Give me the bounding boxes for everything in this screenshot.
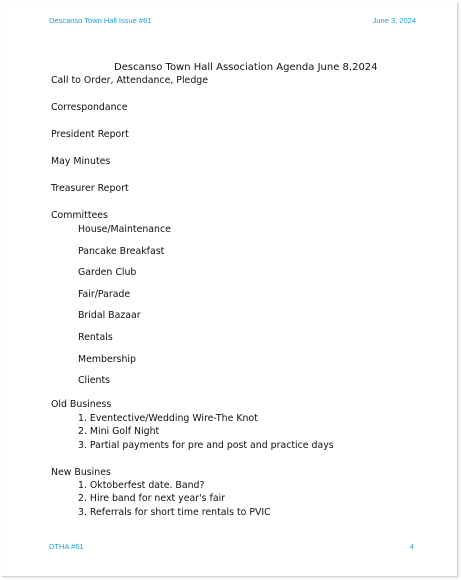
new-business-heading: New Busines xyxy=(51,467,111,478)
may-minutes: May Minutes xyxy=(51,156,111,167)
old-business-item: 1. Eventective/Wedding Wire-The Knot xyxy=(78,413,258,424)
header-date: June 3, 2024 xyxy=(372,16,416,25)
old-business-heading: Old Business xyxy=(51,399,112,410)
committees-heading: Committees xyxy=(51,210,108,221)
president-report: President Report xyxy=(51,129,129,140)
committee-item: Fair/Parade xyxy=(78,289,131,300)
page-number: 4 xyxy=(409,542,414,551)
old-business-item: 2. Mini Golf Night xyxy=(78,426,160,437)
committee-item: Rentals xyxy=(78,332,113,343)
old-business-item: 3. Partial payments for pre and post and practice days xyxy=(78,440,334,451)
call-to-order: Call to Order, Attendance, Pledge xyxy=(51,75,208,86)
committee-item: Garden Club xyxy=(78,267,137,278)
agenda-title: Descanso Town Hall Association Agenda June 8,2024 xyxy=(114,62,378,73)
correspondance: Correspondance xyxy=(51,102,128,113)
committee-item: Bridal Bazaar xyxy=(78,310,141,321)
committee-item: Membership xyxy=(78,354,136,365)
committee-item: House/Maintenance xyxy=(78,224,171,235)
committee-item: Pancake Breakfast xyxy=(78,246,165,257)
treasurer-report: Treasurer Report xyxy=(51,183,129,194)
header-issue: Descanso Town Hall Issue #61 xyxy=(49,16,152,25)
new-business-item: 1. Oktoberfest date. Band? xyxy=(78,480,205,491)
committee-item: Clients xyxy=(78,375,111,386)
footer-label: DTHA #61 xyxy=(49,542,84,551)
new-business-item: 3. Referrals for short time rentals to PVIC xyxy=(78,507,271,518)
new-business-item: 2. Hire band for next year's fair xyxy=(78,493,226,504)
document-page xyxy=(2,2,458,577)
